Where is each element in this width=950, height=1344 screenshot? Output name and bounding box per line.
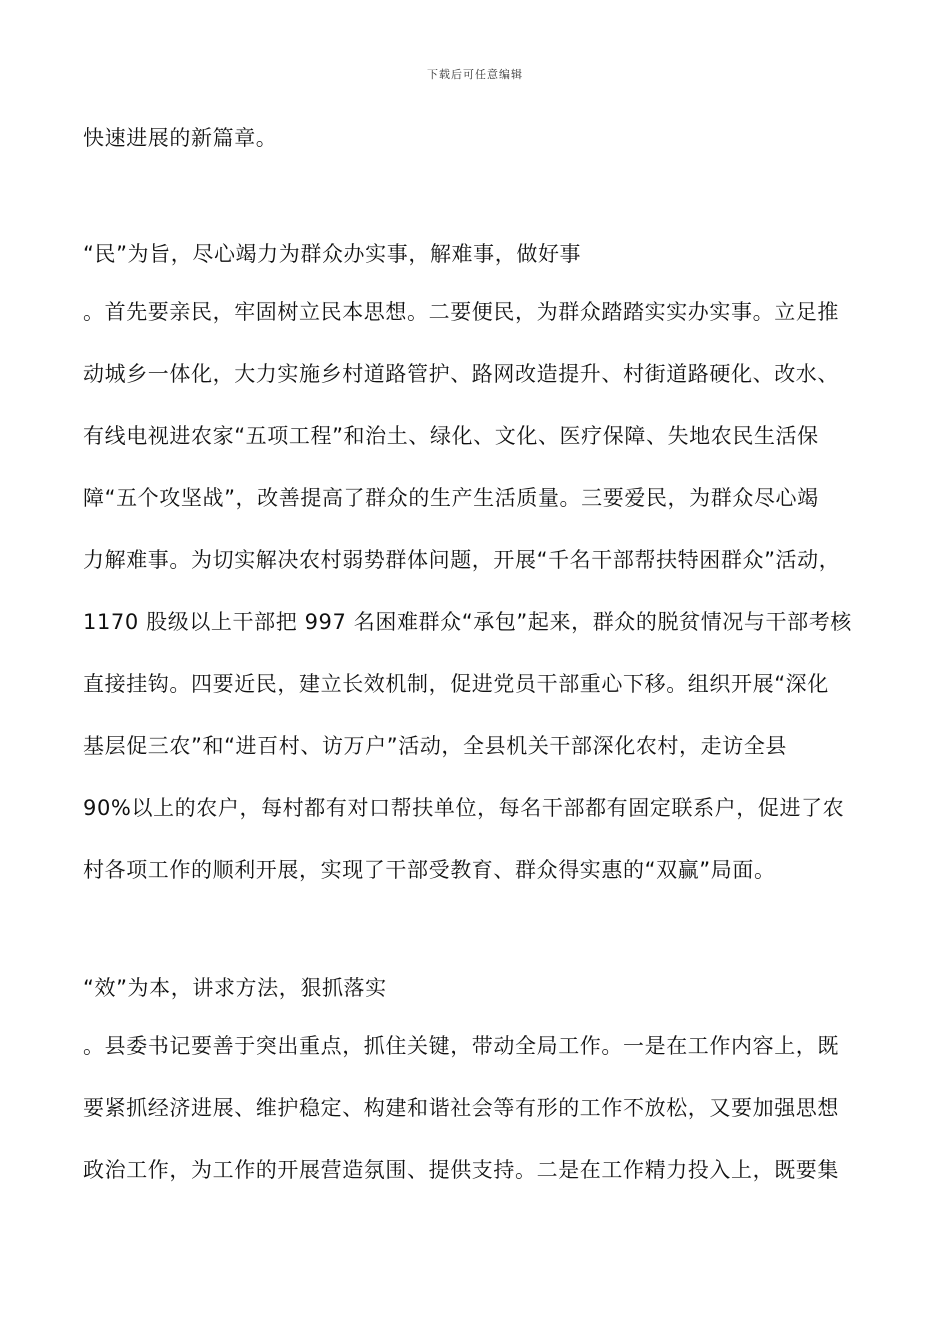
header-note: 下载后可任意编辑 bbox=[427, 68, 523, 81]
paragraph-line: 。县委书记要善于突出重点，抓住关键，带动全局工作。一是在工作内容上，既 bbox=[83, 1034, 839, 1058]
paragraph-line: 政治工作，为工作的开展营造氛围、提供支持。二是在工作精力投入上，既要集 bbox=[83, 1158, 839, 1182]
paragraph-line: 90%以上的农户，每村都有对口帮扶单位，每名干部都有固定联系户，促进了农 bbox=[83, 796, 845, 820]
paragraph-line: 有线电视进农家“五项工程”和治土、绿化、文化、医疗保障、失地农民生活保 bbox=[83, 424, 819, 448]
paragraph-line: 要紧抓经济进展、维护稳定、构建和谐社会等有形的工作不放松，又要加强思想 bbox=[83, 1096, 839, 1120]
paragraph-line: 1170 股级以上干部把 997 名困难群众“承包”起来，群众的脱贫情况与干部考核 bbox=[83, 610, 852, 634]
paragraph-line: 村各项工作的顺利开展，实现了干部受教育、群众得实惠的“双赢”局面。 bbox=[83, 858, 776, 882]
paragraph-line: 动城乡一体化，大力实施乡村道路管护、路网改造提升、村街道路硬化、改水、 bbox=[83, 362, 839, 386]
paragraph-line: 力解难事。为切实解决农村弱势群体问题，开展“千名干部帮扶特困群众”活动， bbox=[83, 548, 841, 572]
paragraph-line: 障“五个攻坚战”，改善提高了群众的生产生活质量。三要爱民，为群众尽心竭 bbox=[83, 486, 819, 510]
paragraph-line: 快速进展的新篇章。 bbox=[83, 126, 278, 150]
section-heading: “效”为本，讲求方法，狠抓落实 bbox=[83, 976, 387, 1000]
paragraph-line: 基层促三农”和“进百村、访万户”活动，全县机关干部深化农村，走访全县 bbox=[83, 734, 788, 758]
paragraph-line: 。首先要亲民，牢固树立民本思想。二要便民，为群众踏踏实实办实事。立足推 bbox=[83, 300, 839, 324]
section-heading: “民”为旨，尽心竭力为群众办实事，解难事，做好事 bbox=[83, 242, 582, 266]
paragraph-line: 直接挂钩。四要近民，建立长效机制，促进党员干部重心下移。组织开展“深化 bbox=[83, 672, 829, 696]
